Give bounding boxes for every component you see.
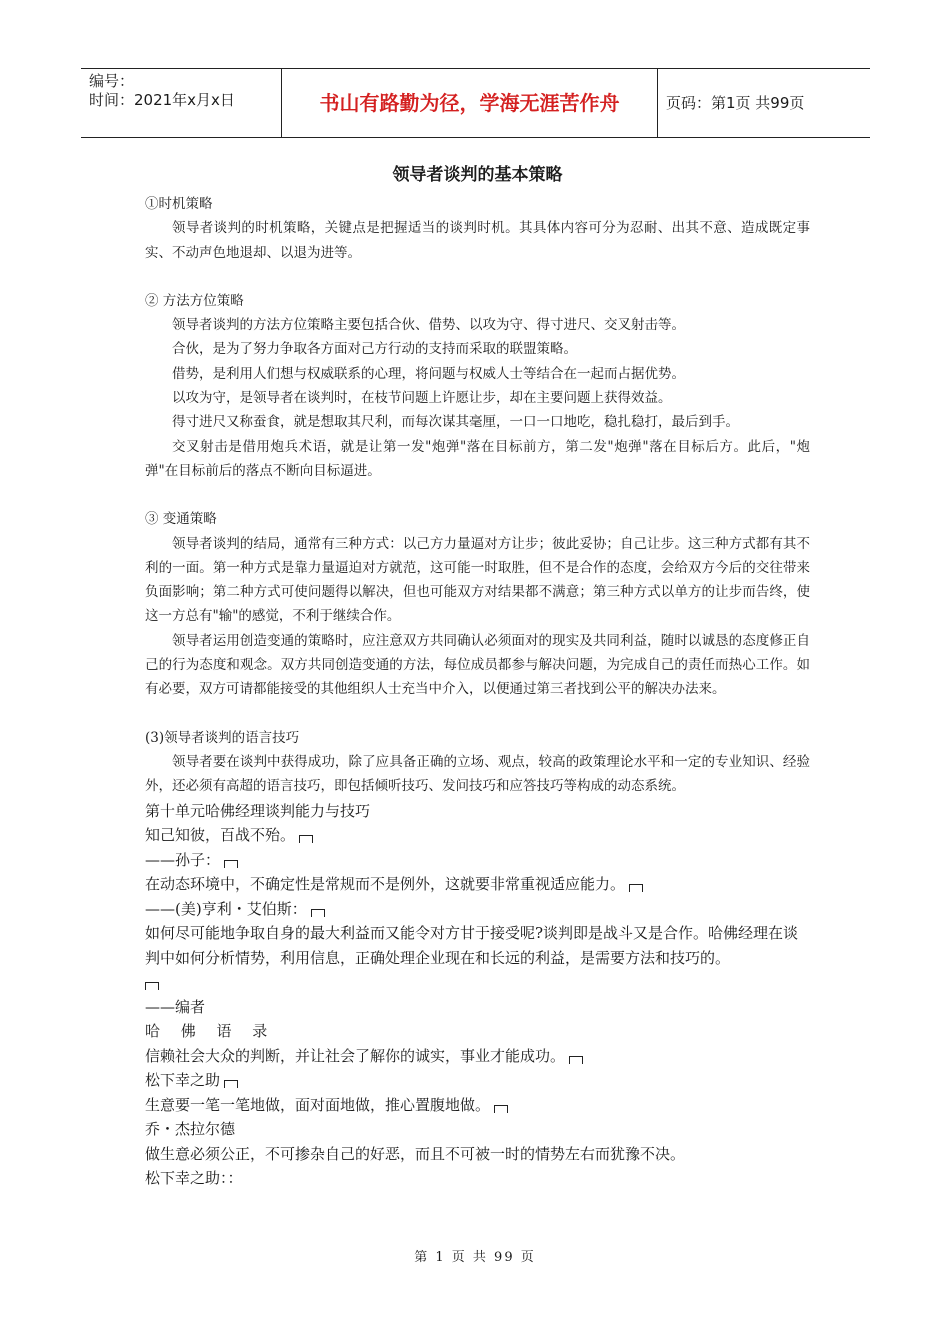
section-heading-language: (3)领导者谈判的语言技巧 [145,729,300,746]
paragraph-mark-icon [145,982,159,990]
paragraph: 领导者要在谈判中获得成功，除了应具备正确的立场、观点，较高的政策理论水平和一定的专业知识、经验外，还必须有高超的语言技巧，即包括倾听技巧、发问技巧和应答技巧等构成的动态系统。 [145,753,810,795]
paragraph: 得寸进尺又称蚕食，就是想取其尺利，而每次谋其毫厘，一口一口地吃，稳扎稳打，最后到手。 [172,414,739,431]
quote-line: 做生意必须公正，不可掺杂自己的好恶，而且不可被一时的情势左右而犹豫不决。 [145,1144,686,1163]
paragraph-mark-icon [569,1056,583,1064]
intro-paragraph: 如何尽可能地争取自身的最大利益而又能令对方甘于接受呢?谈判即是战斗又是合作。哈佛经理在谈判中如何分析情势，利用信息，正确处理企业现在和长远的利益，是需要方法和技巧的。 [145,924,799,967]
paragraph-mark-icon [224,1080,238,1088]
document-number-label: 编号： [89,72,135,90]
paragraph: 合伙，是为了努力争取各方面对己方行动的支持而采取的联盟策略。 [172,341,577,358]
section-heading-flexibility: ③ 变通策略 [145,511,217,528]
paragraph: 以攻为守，是领导者在谈判时，在枝节问题上许愿让步，却在主要问题上获得效益。 [172,390,672,407]
document-date: 时间：2021年x月x日 [89,91,235,109]
quote-line: 知己知彼，百战不殆。 [145,823,810,848]
paragraph-mark-icon [224,860,238,868]
quote-attribution: ——(美)亨利・艾伯斯： [145,897,810,922]
quote-author: 乔・杰拉尔德 [145,1120,236,1139]
harvard-quotes-heading: 哈 佛 语 录 [145,1022,276,1041]
paragraph: 领导者谈判的时机策略，关键点是把握适当的谈判时机。其具体内容可分为忍耐、出其不意、造成既定事实、不动声色地退却、以退为进等。 [145,220,810,261]
document-title: 领导者谈判的基本策略 [392,165,563,185]
quote-line: 生意要一笔一笔地做，面对面地做，推心置腹地做。 [145,1093,810,1118]
quote-author: 松下幸之助 [145,1068,810,1093]
paragraph-mark-line [145,970,810,995]
paragraph: 领导者谈判的方法方位策略主要包括合伙、借势、以攻为守、得寸进尺、交叉射击等。 [172,317,685,334]
page-header [81,68,870,138]
paragraph-mark-icon [299,835,313,843]
document-body [145,158,810,1191]
header-page-info: 页码：第1页 共99页 [666,94,805,112]
header-meta [81,69,282,137]
section-heading-timing: ①时机策略 [145,196,213,212]
paragraph-mark-icon [311,909,325,917]
paragraph: 交叉射击是借用炮兵术语，就是让第一发"炮弹"落在目标前方，第二发"炮弹"落在目标后方。此后，"炮弹"在目标前后的落点不断向目标逼进。 [145,438,810,479]
unit-title: 第十单元哈佛经理谈判能力与技巧 [145,801,371,820]
page-footer: 第 1 页 共 99 页 [414,1250,536,1265]
paragraph: 借势，是利用人们想与权威联系的心理，将问题与权威人士等结合在一起而占据优势。 [172,365,685,382]
paragraph: 领导者运用创造变通的策略时，应注意双方共同确认必须面对的现实及共同利益，随时以诚恳的态度修正自己的行为态度和观念。双方共同创造变通的方法，每位成员都参与解决问题，为完成自己的责任而热心工作。如有必要，双方可请都能接受的其他组织人士充当中介入，以便通过第三者找到公平的解决办法来。 [145,632,810,698]
quote-attribution: ——孙子： [145,848,810,873]
quote-line: 在动态环境中，不确定性是常规而不是例外，这就要非常重视适应能力。 [145,872,810,897]
paragraph-mark-icon [629,884,643,892]
paragraph-mark-icon [494,1105,508,1113]
paragraph: 领导者谈判的结局，通常有三种方式：以己方力量逼对方让步；彼此妥协；自己让步。这三种方式都有其不利的一面。第一种方式是靠力量逼迫对方就范，这可能一时取胜，但不是合作的态度，会给双方今后的交往带来负面影响；第二种方式可使问题得以解决，但也可能双方对结果都不满意；第三种方式以单方的让步而告终，使这一方总有"输"的感觉，不利于继续合作。 [145,535,810,625]
section-heading-method: ② 方法方位策略 [145,292,244,309]
header-motto: 书山有路勤为径，学海无涯苦作舟 [282,69,658,137]
quote-line: 信赖社会大众的判断，并让社会了解你的诚实，事业才能成功。 [145,1044,810,1069]
editor-attribution: ——编者 [145,997,206,1016]
quote-author: 松下幸之助：： [145,1169,243,1188]
